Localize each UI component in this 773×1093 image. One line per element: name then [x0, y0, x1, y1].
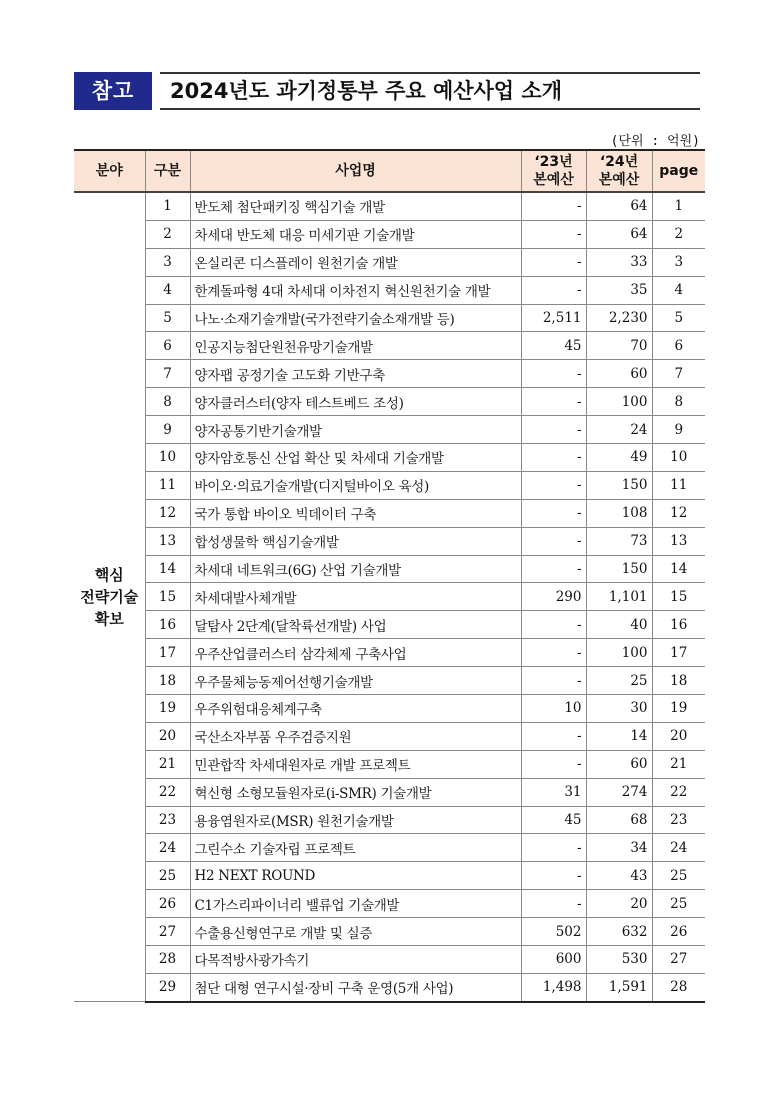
budget-2023-value: - — [521, 444, 586, 472]
page-number: 26 — [652, 918, 705, 946]
table-row — [74, 248, 705, 276]
budget-2023-value: - — [521, 416, 586, 444]
page-number: 8 — [652, 388, 705, 416]
row-number: 5 — [145, 304, 190, 332]
table-row — [74, 360, 705, 388]
budget-2024-value: 33 — [586, 248, 652, 276]
budget-2023-value: - — [521, 722, 586, 750]
header-budget-2024-year: ‘24년 — [599, 154, 639, 170]
table-row — [74, 946, 705, 974]
header-budget-2024-label: 본예산 — [598, 172, 640, 188]
project-name: 다목적방사광가속기 — [190, 946, 521, 974]
table-row — [74, 527, 705, 555]
page-number: 17 — [652, 639, 705, 667]
project-name: 혁신형 소형모듈원자로(i-SMR) 기술개발 — [190, 778, 521, 806]
budget-2023-value: - — [521, 555, 586, 583]
budget-2024-value: 64 — [586, 192, 652, 220]
page-number: 14 — [652, 555, 705, 583]
budget-2024-value: 274 — [586, 778, 652, 806]
budget-2024-value: 70 — [586, 332, 652, 360]
table-row — [74, 555, 705, 583]
budget-2023-value: 2,511 — [521, 304, 586, 332]
page-title: 2024년도 과기정통부 주요 예산사업 소개 — [170, 79, 562, 103]
page-number: 2 — [652, 220, 705, 248]
header-name: 사업명 — [190, 150, 521, 192]
header-budget-2023-year: ‘23년 — [534, 154, 573, 170]
budget-2024-value: 43 — [586, 862, 652, 890]
page-number: 3 — [652, 248, 705, 276]
budget-2024-value: 68 — [586, 806, 652, 834]
table-row — [74, 388, 705, 416]
row-number: 10 — [145, 444, 190, 472]
table-row — [74, 611, 705, 639]
project-name: 반도체 첨단패키징 핵심기술 개발 — [190, 192, 521, 220]
project-name: 양자암호통신 산업 확산 및 차세대 기술개발 — [190, 444, 521, 472]
budget-2023-value: 290 — [521, 583, 586, 611]
table-row — [74, 695, 705, 723]
row-number: 26 — [145, 890, 190, 918]
table-row — [74, 583, 705, 611]
table-row — [74, 806, 705, 834]
project-name: 차세대 반도체 대응 미세기판 기술개발 — [190, 220, 521, 248]
project-name: 달탐사 2단계(달착륙선개발) 사업 — [190, 611, 521, 639]
budget-2023-value: - — [521, 276, 586, 304]
project-name: 그린수소 기술자립 프로젝트 — [190, 834, 521, 862]
row-number: 25 — [145, 862, 190, 890]
header-field: 분야 — [74, 150, 145, 192]
budget-2023-value: 45 — [521, 806, 586, 834]
row-number: 16 — [145, 611, 190, 639]
page-number: 20 — [652, 722, 705, 750]
project-name: 양자팹 공정기술 고도화 기반구축 — [190, 360, 521, 388]
page-number: 16 — [652, 611, 705, 639]
row-number: 22 — [145, 778, 190, 806]
row-number: 12 — [145, 499, 190, 527]
page-number: 25 — [652, 890, 705, 918]
field-category-cell — [74, 192, 145, 1002]
budget-2023-value: - — [521, 611, 586, 639]
budget-2023-value: - — [521, 862, 586, 890]
budget-2023-value: - — [521, 639, 586, 667]
row-number: 28 — [145, 946, 190, 974]
title-bar — [74, 72, 700, 112]
project-name: 한계돌파형 4대 차세대 이차전지 혁신원천기술 개발 — [190, 276, 521, 304]
project-name: 민관합작 차세대원자로 개발 프로젝트 — [190, 750, 521, 778]
budget-2023-value: - — [521, 499, 586, 527]
budget-2023-value: 1,498 — [521, 973, 586, 1001]
budget-2024-value: 14 — [586, 722, 652, 750]
project-name: 차세대 네트워크(6G) 산업 기술개발 — [190, 555, 521, 583]
field-category-label: 핵심 — [94, 566, 124, 585]
budget-2024-value: 35 — [586, 276, 652, 304]
page-number: 21 — [652, 750, 705, 778]
row-number: 21 — [145, 750, 190, 778]
budget-2023-value: - — [521, 527, 586, 555]
row-number: 23 — [145, 806, 190, 834]
table-row — [74, 471, 705, 499]
project-name: 국산소자부품 우주검증지원 — [190, 722, 521, 750]
budget-2023-value: - — [521, 192, 586, 220]
row-number: 7 — [145, 360, 190, 388]
budget-2024-value: 20 — [586, 890, 652, 918]
row-number: 20 — [145, 722, 190, 750]
budget-2024-value: 1,591 — [586, 973, 652, 1001]
page-number: 13 — [652, 527, 705, 555]
row-number: 15 — [145, 583, 190, 611]
row-number: 6 — [145, 332, 190, 360]
project-name: 첨단 대형 연구시설·장비 구축 운영(5개 사업) — [190, 973, 521, 1001]
row-number: 14 — [145, 555, 190, 583]
header-no: 구분 — [145, 150, 190, 192]
header-page: page — [652, 150, 705, 192]
budget-2024-value: 60 — [586, 360, 652, 388]
table-row — [74, 332, 705, 360]
header-budget-2024 — [586, 150, 652, 192]
row-number: 27 — [145, 918, 190, 946]
page-number: 9 — [652, 416, 705, 444]
project-name: 수출용신형연구로 개발 및 실증 — [190, 918, 521, 946]
row-number: 17 — [145, 639, 190, 667]
budget-2023-value: - — [521, 360, 586, 388]
table-row — [74, 862, 705, 890]
table-row — [74, 918, 705, 946]
table-row — [74, 973, 705, 1001]
table-row — [74, 499, 705, 527]
header-row — [74, 150, 705, 192]
page-number: 18 — [652, 667, 705, 695]
header-budget-2023-label: 본예산 — [533, 172, 574, 188]
row-number: 19 — [145, 695, 190, 723]
budget-2023-value: - — [521, 471, 586, 499]
budget-2024-value: 34 — [586, 834, 652, 862]
budget-2023-value: - — [521, 248, 586, 276]
project-name: 양자공통기반기술개발 — [190, 416, 521, 444]
budget-2023-value: 45 — [521, 332, 586, 360]
budget-2024-value: 1,101 — [586, 583, 652, 611]
budget-2024-value: 60 — [586, 750, 652, 778]
budget-2023-value: 10 — [521, 695, 586, 723]
budget-2023-value: - — [521, 834, 586, 862]
project-name: H2 NEXT ROUND — [190, 862, 521, 890]
budget-2024-value: 24 — [586, 416, 652, 444]
field-category-label: 확보 — [94, 610, 124, 629]
budget-2023-value: - — [521, 667, 586, 695]
budget-2024-value: 25 — [586, 667, 652, 695]
page-number: 23 — [652, 806, 705, 834]
project-name: 우주물체능동제어선행기술개발 — [190, 667, 521, 695]
unit-note: (단위 : 억원) — [610, 134, 700, 149]
budget-table — [74, 149, 705, 1003]
page-number: 27 — [652, 946, 705, 974]
budget-2024-value: 100 — [586, 639, 652, 667]
table-row — [74, 416, 705, 444]
page-number: 5 — [652, 304, 705, 332]
page-number: 4 — [652, 276, 705, 304]
table-row — [74, 834, 705, 862]
budget-2024-value: 100 — [586, 388, 652, 416]
row-number: 8 — [145, 388, 190, 416]
table-row — [74, 192, 705, 220]
budget-2023-value: - — [521, 890, 586, 918]
field-category-label: 전략기술 — [80, 588, 139, 607]
page-number: 1 — [652, 192, 705, 220]
table-row — [74, 750, 705, 778]
project-name: 용융염원자로(MSR) 원천기술개발 — [190, 806, 521, 834]
page-number: 15 — [652, 583, 705, 611]
header-budget-2023 — [521, 150, 586, 192]
row-number: 9 — [145, 416, 190, 444]
budget-2023-value: - — [521, 388, 586, 416]
row-number: 13 — [145, 527, 190, 555]
table-row — [74, 276, 705, 304]
row-number: 3 — [145, 248, 190, 276]
row-number: 2 — [145, 220, 190, 248]
table-row — [74, 722, 705, 750]
budget-2024-value: 150 — [586, 555, 652, 583]
project-name: 나노·소재기술개발(국가전략기술소재개발 등) — [190, 304, 521, 332]
budget-2024-value: 632 — [586, 918, 652, 946]
row-number: 4 — [145, 276, 190, 304]
page-number: 7 — [652, 360, 705, 388]
budget-2023-value: 502 — [521, 918, 586, 946]
page-number: 19 — [652, 695, 705, 723]
project-name: C1가스리파이너리 밸류업 기술개발 — [190, 890, 521, 918]
budget-2024-value: 40 — [586, 611, 652, 639]
row-number: 18 — [145, 667, 190, 695]
budget-2024-value: 73 — [586, 527, 652, 555]
budget-2024-value: 64 — [586, 220, 652, 248]
table-row — [74, 304, 705, 332]
row-number: 24 — [145, 834, 190, 862]
reference-badge: 참고 — [74, 72, 152, 110]
table-row — [74, 778, 705, 806]
page-number: 28 — [652, 973, 705, 1001]
page-number: 22 — [652, 778, 705, 806]
page-number: 11 — [652, 471, 705, 499]
table-row — [74, 890, 705, 918]
page-number: 10 — [652, 444, 705, 472]
budget-2024-value: 108 — [586, 499, 652, 527]
budget-2024-value: 530 — [586, 946, 652, 974]
budget-2024-value: 49 — [586, 444, 652, 472]
project-name: 양자클러스터(양자 테스트베드 조성) — [190, 388, 521, 416]
project-name: 우주산업클러스터 삼각체제 구축사업 — [190, 639, 521, 667]
row-number: 11 — [145, 471, 190, 499]
table-row — [74, 667, 705, 695]
budget-2023-value: - — [521, 220, 586, 248]
budget-2023-value: - — [521, 750, 586, 778]
budget-2024-value: 30 — [586, 695, 652, 723]
table-row — [74, 639, 705, 667]
row-number: 1 — [145, 192, 190, 220]
project-name: 차세대발사체개발 — [190, 583, 521, 611]
budget-2024-value: 150 — [586, 471, 652, 499]
page-number: 24 — [652, 834, 705, 862]
page-number: 6 — [652, 332, 705, 360]
page-number: 12 — [652, 499, 705, 527]
project-name: 국가 통합 바이오 빅데이터 구축 — [190, 499, 521, 527]
budget-2023-value: 600 — [521, 946, 586, 974]
table-row — [74, 444, 705, 472]
title-bottom-rule — [160, 108, 700, 110]
project-name: 인공지능첨단원천유망기술개발 — [190, 332, 521, 360]
budget-2023-value: 31 — [521, 778, 586, 806]
project-name: 바이오·의료기술개발(디지털바이오 육성) — [190, 471, 521, 499]
table-row — [74, 220, 705, 248]
row-number: 29 — [145, 973, 190, 1001]
budget-2024-value: 2,230 — [586, 304, 652, 332]
project-name: 합성생물학 핵심기술개발 — [190, 527, 521, 555]
project-name: 온실리콘 디스플레이 원천기술 개발 — [190, 248, 521, 276]
page-number: 25 — [652, 862, 705, 890]
project-name: 우주위험대응체계구축 — [190, 695, 521, 723]
